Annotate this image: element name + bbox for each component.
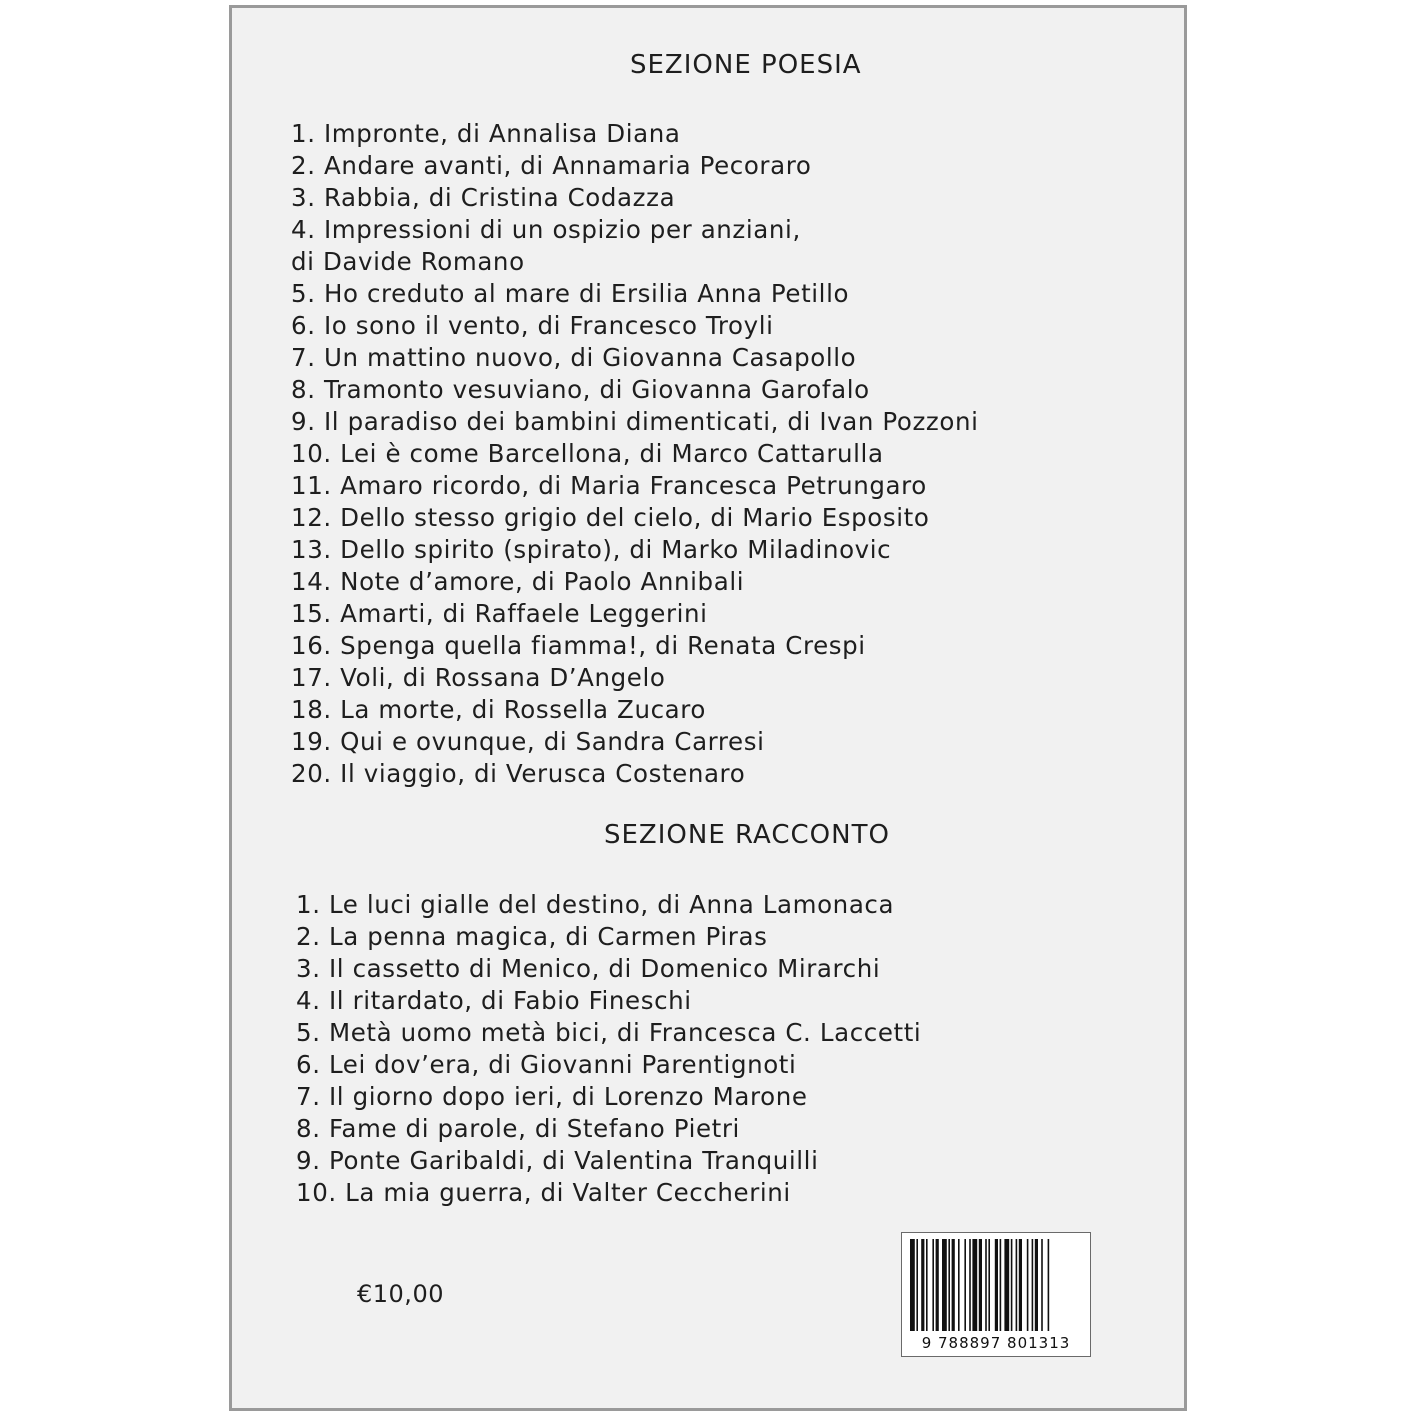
list-item: 13. Dello spirito (spirato), di Marko Miladinovic (291, 535, 892, 564)
list-item: 7. Un mattino nuovo, di Giovanna Casapollo (291, 343, 857, 372)
list-item: 20. Il viaggio, di Verusca Costenaro (291, 759, 746, 788)
list-item: 14. Note d’amore, di Paolo Annibali (291, 567, 745, 596)
list-item: 5. Metà uomo metà bici, di Francesca C. Laccetti (296, 1018, 922, 1047)
list-item: 17. Voli, di Rossana D’Angelo (291, 663, 666, 692)
list-item: 18. La morte, di Rossella Zucaro (291, 695, 706, 724)
list-item: 15. Amarti, di Raffaele Leggerini (291, 599, 708, 628)
racconto-list (296, 889, 921, 1209)
list-item: 8. Tramonto vesuviano, di Giovanna Garofalo (291, 375, 870, 404)
barcode-bars-icon (910, 1239, 1082, 1331)
section-title-racconto: SEZIONE RACCONTO (604, 820, 890, 850)
list-item: 11. Amaro ricordo, di Maria Francesca Petrungaro (291, 471, 927, 500)
list-item: 1. Le luci gialle del destino, di Anna Lamonaca (296, 890, 895, 919)
list-item: 9. Ponte Garibaldi, di Valentina Tranquilli (296, 1146, 819, 1175)
barcode-number: 9 788897 801313 (921, 1334, 1071, 1352)
list-item: 12. Dello stesso grigio del cielo, di Mario Esposito (291, 503, 930, 532)
list-item: 4. Il ritardato, di Fabio Fineschi (296, 986, 692, 1015)
list-item: di Davide Romano (291, 247, 525, 276)
list-item: 4. Impressioni di un ospizio per anziani, (291, 215, 801, 244)
price-label: €10,00 (357, 1280, 444, 1308)
list-item: 7. Il giorno dopo ieri, di Lorenzo Marone (296, 1082, 808, 1111)
list-item: 10. Lei è come Barcellona, di Marco Cattarulla (291, 439, 884, 468)
back-cover (229, 5, 1187, 1411)
list-item: 8. Fame di parole, di Stefano Pietri (296, 1114, 740, 1143)
list-item: 6. Io sono il vento, di Francesco Troyli (291, 311, 774, 340)
list-item: 6. Lei dov’era, di Giovanni Parentignoti (296, 1050, 797, 1079)
list-item: 2. La penna magica, di Carmen Piras (296, 922, 768, 951)
list-item: 9. Il paradiso dei bambini dimenticati, di Ivan Pozzoni (291, 407, 979, 436)
list-item: 10. La mia guerra, di Valter Ceccherini (296, 1178, 791, 1207)
poesia-list (291, 118, 979, 790)
list-item: 1. Impronte, di Annalisa Diana (291, 119, 681, 148)
list-item: 3. Il cassetto di Menico, di Domenico Mirarchi (296, 954, 881, 983)
list-item: 5. Ho creduto al mare di Ersilia Anna Petillo (291, 279, 850, 308)
list-item: 3. Rabbia, di Cristina Codazza (291, 183, 676, 212)
section-title-poesia: SEZIONE POESIA (630, 50, 862, 80)
list-item: 19. Qui e ovunque, di Sandra Carresi (291, 727, 765, 756)
list-item: 16. Spenga quella fiamma!, di Renata Crespi (291, 631, 866, 660)
list-item: 2. Andare avanti, di Annamaria Pecoraro (291, 151, 812, 180)
barcode (901, 1232, 1091, 1357)
